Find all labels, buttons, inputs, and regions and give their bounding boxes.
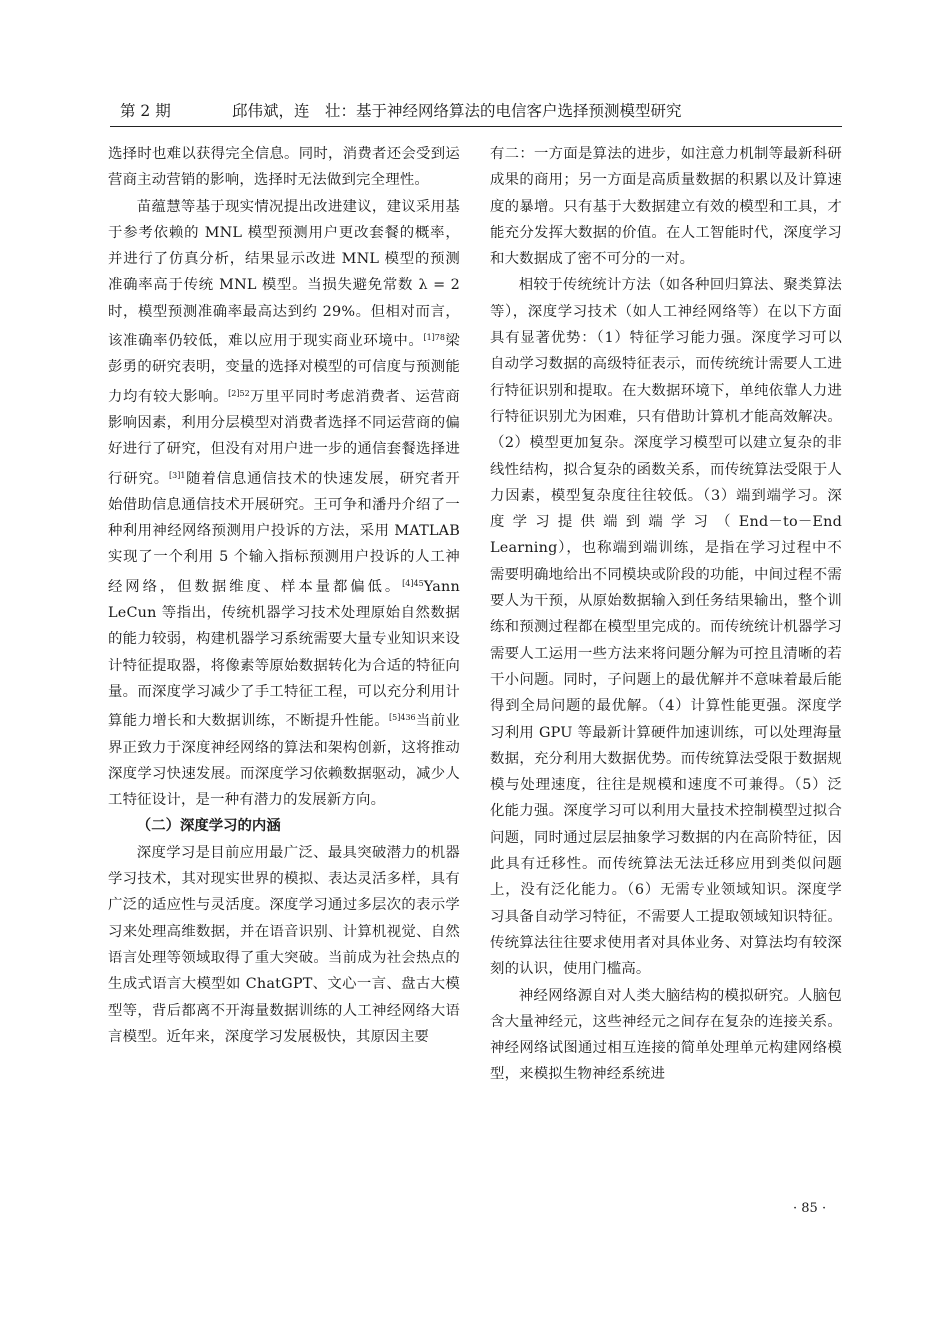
citation: [4]45 [402, 578, 424, 588]
paragraph: 有二：一方面是算法的进步，如注意力机制等最新科研成果的商用；另一方面是高质量数据的积累以及计算速度的暴增。只有基于大数据建立有效的模型和工具，才能充分发挥大数据的价值。在人工智能时代，深度学习和大数据成了密不可分的一对。 [490, 146, 842, 268]
page-number: · 85 · [793, 1201, 827, 1216]
citation: [2]52 [228, 388, 250, 398]
running-title: 邱伟斌，连 壮：基于神经网络算法的电信客户选择预测模型研究 [232, 102, 682, 120]
text-run: 梁彭勇的研究表明，变量的选择对模型的可信度与预测能力均有较大影响。 [108, 333, 461, 405]
paragraph: 深度学习是目前应用最广泛、最具突破潜力的机器学习技术，其对现实世界的模拟、表达灵活多样，具有广泛的适应性与灵活度。深度学习通过多层次的表示学习来处理高维数据，并在语音识别、计算机视觉、自然语言处理等领域取得了重大突破。当前成为社会热点的生成式语言大模型如 ChatGPT、文心一言、盘古大模型等，背后都离不开海量数据训练的人工神经网络大语言模型。近年来，深度学习发展极快，其原因主要 [108, 844, 460, 1045]
text-run: Yann LeCun 等指出，传统机器学习技术处理原始自然数据的能力较弱，构建机器学习系统需要大量专业知识来设计特征提取器，将像素等原始数据转化为合适的特征向量。而深度学习减少了手工特征工程，可以充分利用计算能力增长和大数据训练，不断提升性能。 [108, 578, 460, 730]
text-run: 随着信息通信技术的快速发展，研究者开始借助信息通信技术开展研究。王可争和潘丹介绍了一种利用神经网络预测用户投诉的方法，采用 MATLAB 实现了一个利用 5 个输入指标预测用户投诉的人工神经网络，但数据维度、样本量都偏低。 [108, 470, 460, 595]
issue-number: 第 2 期 [120, 102, 171, 120]
text-run: 当前业界正致力于深度神经网络的算法和架构创新，这将推动深度学习快速发展。而深度学习依赖数据驱动，减少人工特征设计，是一种有潜力的发展新方向。 [108, 713, 460, 809]
paragraph: 相较于传统统计方法（如各种回归算法、聚类算法等），深度学习技术（如人工神经网络等）在以下方面具有显著优势：（1）特征学习能力强。深度学习可以自动学习数据的高级特征表示，而传统统计需要人工进行特征识别和提取。在大数据环境下，单纯依靠人力进行特征识别尤为困难，只有借助计算机才能高效解决。（2）模型更加复杂。深度学习模型可以建立复杂的非线性结构，拟合复杂的函数关系，而传统算法受限于人力因素，模型复杂度往往较低。（3）端到端学习。深度学习提供端到端学习（End－to－End Learning），也称端到端训练，是指在学习过程中不需要明确地给出不同模块或阶段的功能，中间过程不需要人为干预，从原始数据输入到任务结果输出，整个训练和预测过程都在模型里完成的。而传统统计机器学习需要人工运用一些方法来将问题分解为可控且清晰的若干小问题。同时，子问题上的最优解并不意味着最后能得到全局问题的最优解。（4）计算性能更强。深度学习利用 GPU 等最新计算硬件加速训练，可以处理海量数据，充分利用大数据优势。而传统算法受限于数据规模与处理速度，往往是规模和速度不可兼得。（5）泛化能力强。深度学习可以利用大量技术控制模型过拟合问题，同时通过层层抽象学习数据的内在高阶特征，因此具有迁移性。而传统算法无法迁移应用到类似问题上，没有泛化能力。（6）无需专业领域知识。深度学习具备自动学习特征，不需要人工提取领域知识特征。传统算法往往要求使用者对具体业务、对算法均有较深刻的认识，使用门槛高。 [490, 277, 842, 978]
paragraph: 神经网络源自对人类大脑结构的模拟研究。人脑包含大量神经元，这些神经元之间存在复杂的连接关系。神经网络试图通过相互连接的简单处理单元构建网络模型，来模拟生物神经系统进 [490, 987, 842, 1083]
text-run: 苗蕴慧等基于现实情况提出改进建议，建议采用基于参考依赖的 MNL 模型预测用户更改套餐的概率，并进行了仿真分析，结果显示改进 MNL 模型的预测准确率高于传统 MNL 模型。当损失避免常数 λ = 2 时，模型预测准确率最高达到约 29%。但相对而言，该准确率仍较低，难以应用于现实商业环境中。 [108, 198, 460, 350]
citation: [3]1 [169, 470, 186, 480]
paragraph: 选择时也难以获得完全信息。同时，消费者还会受到运营商主动营销的影响，选择时无法做到完全理性。 [108, 146, 460, 189]
section-heading: （二）深度学习的内涵 [136, 818, 281, 835]
paragraph [108, 194, 460, 814]
right-column [490, 141, 842, 1088]
text-run: 万里平同时考虑消费者、运营商影响因素，利用分层模型对消费者选择不同运营商的偏好进行了研究，但没有对用户进一步的通信套餐选择进行研究。 [108, 388, 460, 487]
left-column [108, 141, 460, 1050]
citation: [1]78 [423, 333, 445, 343]
running-header [110, 96, 842, 127]
citation: [5]436 [389, 713, 416, 723]
